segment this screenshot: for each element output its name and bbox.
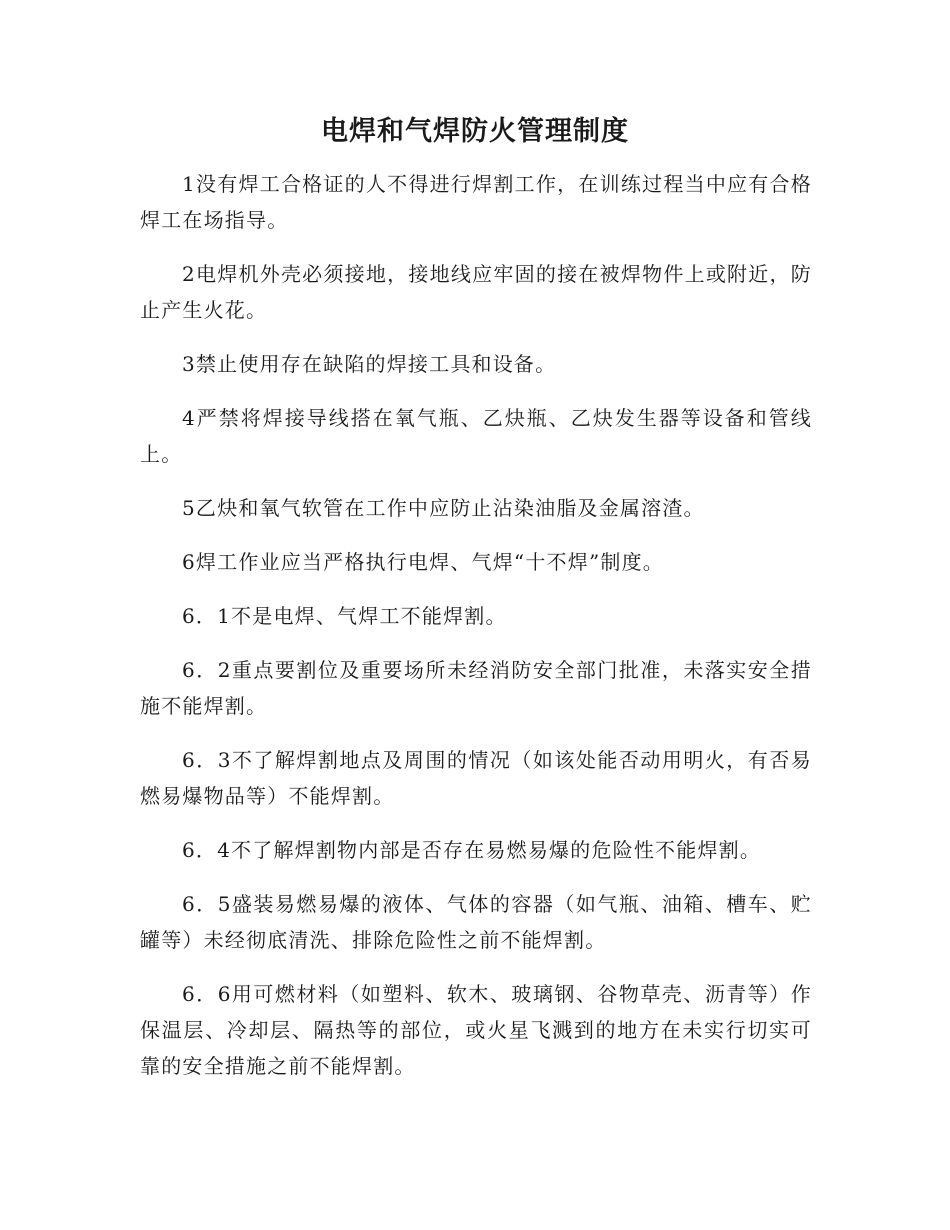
document-body <box>140 166 812 1102</box>
paragraph-6: 6焊工作业应当严格执行电焊、气焊“十不焊”制度。 <box>182 550 664 574</box>
paragraph-1: 1没有焊工合格证的人不得进行焊割工作，在训练过程当中应有合格焊工在场指导。 <box>140 172 812 232</box>
paragraph-6-5: 6．5盛装易燃易爆的液体、气体的容器（如气瓶、油箱、槽车、贮罐等）未经彻底清洗、排除危险性之前不能焊割。 <box>140 892 812 952</box>
paragraph-6-6: 6．6用可燃材料（如塑料、软木、玻璃钢、谷物草壳、沥青等）作保温层、冷却层、隔热等的部位，或火星飞溅到的地方在未实行切实可靠的安全措施之前不能焊割。 <box>140 982 812 1078</box>
paragraph-3: 3禁止使用存在缺陷的焊接工具和设备。 <box>182 352 557 376</box>
paragraph-6-4: 6．4不了解焊割物内部是否存在易燃易爆的危险性不能焊割。 <box>182 838 762 862</box>
paragraph-6-1: 6．1不是电焊、气焊工不能焊割。 <box>182 604 507 628</box>
paragraph-6-2: 6．2重点要割位及重要场所未经消防安全部门批准，未落实安全措施不能焊割。 <box>140 658 812 718</box>
paragraph-5: 5乙炔和氧气软管在工作中应防止沾染油脂及金属溶渣。 <box>182 496 705 520</box>
paragraph-2: 2电焊机外壳必须接地，接地线应牢固的接在被焊物件上或附近，防止产生火花。 <box>140 262 812 322</box>
paragraph-4: 4严禁将焊接导线搭在氧气瓶、乙炔瓶、乙炔发生器等设备和管线上。 <box>140 406 812 466</box>
paragraph-6-3: 6．3不了解焊割地点及周围的情况（如该处能否动用明火，有否易燃易爆物品等）不能焊割。 <box>140 748 812 808</box>
document-title: 电焊和气焊防火管理制度 <box>321 116 629 147</box>
